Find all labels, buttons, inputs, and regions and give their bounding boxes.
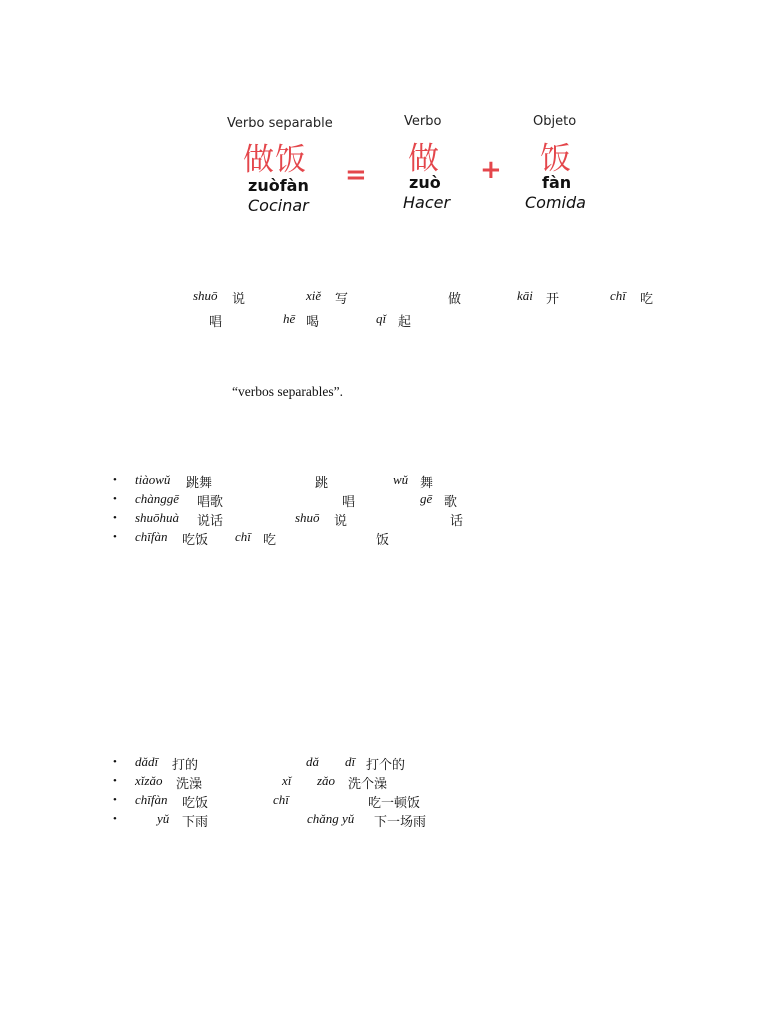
verb-pinyin: shuō <box>193 288 218 303</box>
separables-text: “verbos separables”. <box>232 384 343 399</box>
item-verb-pinyin: chī <box>235 529 251 544</box>
item-object-pinyin: zǎo <box>317 773 336 788</box>
equals-sign: = <box>345 160 367 190</box>
item-verb-pinyin: chǎng yǔ <box>307 811 355 826</box>
compound-hanzi: 做饭 <box>243 142 307 178</box>
item-hanzi: 唱歌 <box>197 495 224 510</box>
verb-pinyin: zuò <box>409 173 441 192</box>
item-object-hanzi: 舞 <box>420 476 434 491</box>
item-object-hanzi: 歌 <box>444 495 458 510</box>
bullet: • <box>113 512 117 524</box>
item-verb-hanzi: 吃 <box>263 533 277 548</box>
object-hanzi: 饭 <box>540 141 572 177</box>
object-meaning: Comida <box>525 193 586 212</box>
bullet: • <box>113 474 117 486</box>
verb-pinyin: xiě <box>306 288 322 303</box>
item-pinyin: chīfàn <box>135 529 168 544</box>
verb-pinyin: kāi <box>517 288 533 303</box>
item-verb-hanzi: 说 <box>334 514 348 529</box>
object-label: Objeto <box>533 114 577 129</box>
item-separated-hanzi: 打个的 <box>366 758 406 773</box>
item-verb-hanzi: 唱 <box>342 495 356 510</box>
item-pinyin: yǔ <box>157 811 170 826</box>
verb-meaning: Hacer <box>403 193 451 212</box>
verb-pinyin: chī <box>610 288 626 303</box>
compound-label: Verbo separable <box>227 116 333 131</box>
item-separated-hanzi: 吃一顿饭 <box>368 796 421 811</box>
item-verb-pinyin: shuō <box>295 510 320 525</box>
item-hanzi: 说话 <box>197 514 224 529</box>
verb-pinyin: qǐ <box>376 311 387 326</box>
compound-pinyin: zuòfàn <box>248 176 309 195</box>
compound-meaning: Cocinar <box>248 196 309 215</box>
item-hanzi: 吃饭 <box>182 533 209 548</box>
item-object-hanzi: 话 <box>450 514 464 529</box>
bullet: • <box>113 813 117 825</box>
verb-hanzi: 开 <box>546 292 560 307</box>
item-separated-hanzi: 洗个澡 <box>348 777 388 792</box>
bullet: • <box>113 756 117 768</box>
item-object-pinyin: dī <box>345 754 356 769</box>
verb-label: Verbo <box>404 114 442 129</box>
plus-sign: + <box>480 155 502 185</box>
item-pinyin: chànggē <box>135 491 180 506</box>
item-pinyin: chīfàn <box>135 792 168 807</box>
item-verb-pinyin: xǐ <box>282 773 292 788</box>
verb-hanzi: 做 <box>408 141 440 177</box>
item-hanzi: 吃饭 <box>182 796 209 811</box>
item-object-hanzi: 饭 <box>376 533 390 548</box>
item-verb-pinyin: dǎ <box>306 754 319 769</box>
verb-hanzi: 唱 <box>209 315 223 330</box>
item-pinyin: tiàowǔ <box>135 472 171 487</box>
verb-pinyin: hē <box>283 311 296 326</box>
verb-hanzi: 说 <box>232 292 246 307</box>
item-verb-hanzi: 跳 <box>315 476 329 491</box>
item-pinyin: dǎdī <box>135 754 159 769</box>
verb-hanzi: 写 <box>335 292 349 307</box>
item-hanzi: 下雨 <box>182 815 209 830</box>
item-separated-hanzi: 下一场雨 <box>374 815 427 830</box>
verb-hanzi: 起 <box>398 315 412 330</box>
item-pinyin: shuōhuà <box>135 510 180 525</box>
item-pinyin: xǐzǎo <box>135 773 163 788</box>
verb-hanzi: 做 <box>448 292 462 307</box>
item-object-pinyin: wǔ <box>393 472 409 487</box>
item-object-pinyin: gē <box>420 491 433 506</box>
item-hanzi: 跳舞 <box>186 476 213 491</box>
bullet: • <box>113 493 117 505</box>
bullet: • <box>113 775 117 787</box>
verb-hanzi: 吃 <box>640 292 654 307</box>
verb-hanzi: 喝 <box>306 315 320 330</box>
bullet: • <box>113 794 117 806</box>
bullet: • <box>113 531 117 543</box>
object-pinyin: fàn <box>542 173 572 192</box>
item-verb-pinyin: chī <box>273 792 289 807</box>
item-hanzi: 洗澡 <box>176 777 203 792</box>
item-hanzi: 打的 <box>172 758 199 773</box>
